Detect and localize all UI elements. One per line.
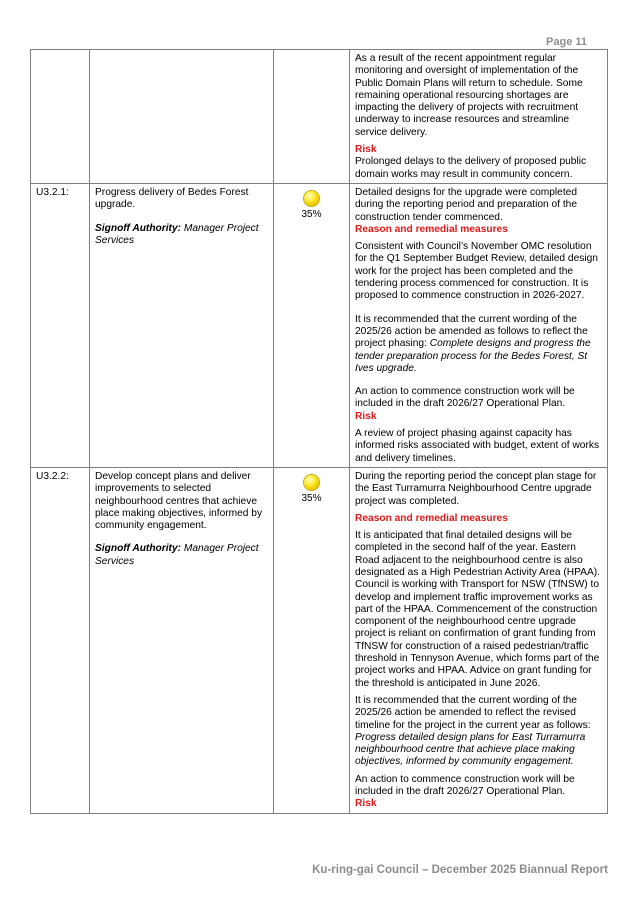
recommendation-lead: It is recommended that the current wording of the 2025/26 action be amended as follows to reflect the project phasing: bbox=[355, 313, 588, 350]
signoff-label: Signoff Authority: bbox=[95, 543, 182, 555]
recommended-wording: Complete designs and progress the tender preparation process for the Bedes Forest, St Ives upgrade. bbox=[355, 338, 591, 374]
action-comment bbox=[350, 50, 608, 184]
signoff-authority bbox=[95, 223, 268, 248]
comment-paragraph bbox=[355, 695, 602, 769]
action-comment bbox=[350, 467, 608, 813]
yellow-light-icon bbox=[304, 475, 319, 490]
action-id bbox=[31, 50, 90, 184]
comment-paragraph bbox=[355, 314, 602, 375]
progress-percent: 35% bbox=[301, 492, 322, 504]
action-status bbox=[274, 467, 350, 813]
action-description bbox=[90, 50, 274, 184]
action-text: Progress delivery of Bedes Forest upgrade. bbox=[95, 186, 249, 211]
table-row bbox=[31, 467, 608, 813]
signoff-value: Manager Project Services bbox=[95, 222, 259, 246]
comment-paragraph: It is anticipated that final detailed designs will be completed in the second half of the year. Eastern Road adjacent to the neighbourhood centre is also designated as a High Pedestrian Activity Area (HPAA). Council is working with Transport for NSW (TfNSW) to develop and implement traffic improvement works as part of the HPAA. Commencement of the construction component of the neighbourhood centre upgrade project is reliant on confirmation of grant funding from TfNSW for construction of a raised pedestrian/traffic threshold in Tennyson Avenue, which forms part of the project works and HPAA. Advice on grant funding for the threshold is anticipated in June 2026. bbox=[355, 530, 601, 689]
risk-text: A review of project phasing against capacity has informed risks associated with budget, extent of works and delivery timelines. bbox=[355, 428, 600, 464]
recommended-wording: Progress detailed design plans for East Turramurra neighbourhood centre that achieve place making objectives, informed by community engagement. bbox=[355, 731, 586, 768]
risk-heading: Risk bbox=[355, 410, 377, 422]
action-id: U3.2.1: bbox=[31, 183, 90, 467]
risk-heading: Risk bbox=[355, 798, 377, 810]
signoff-value: Manager Project Services bbox=[95, 543, 259, 567]
recommendation-lead: It is recommended that the current wording of the 2025/26 action be amended to reflect the revised timeline for the project in the current year as follows: bbox=[355, 694, 591, 731]
yellow-light-icon bbox=[304, 191, 319, 206]
action-description bbox=[90, 467, 274, 813]
comment-paragraph: An action to commence construction work will be included in the draft 2026/27 Operational Plan. bbox=[355, 773, 575, 798]
comment-paragraph: An action to commence construction work will be included in the draft 2026/27 Operational Plan. bbox=[355, 386, 575, 410]
action-status bbox=[274, 50, 350, 184]
risk-text: Prolonged delays to the delivery of proposed public domain works may result in community concern. bbox=[355, 156, 587, 180]
action-status bbox=[274, 183, 350, 467]
comment-paragraph: Detailed designs for the upgrade were completed during the reporting period and preparation of the construction tender commenced. bbox=[355, 186, 578, 223]
action-description bbox=[90, 183, 274, 467]
table-row bbox=[31, 183, 608, 467]
page-number: Page 11 bbox=[546, 36, 587, 48]
table-row bbox=[31, 50, 608, 184]
action-text: Develop concept plans and deliver improvements to selected neighbourhood centres that achieve place making objectives, informed by community engagement. bbox=[95, 470, 263, 532]
comment-paragraph: During the reporting period the concept plan stage for the East Turramurra Neighbourhood Centre upgrade project was completed. bbox=[355, 470, 597, 507]
remedial-heading: Reason and remedial measures bbox=[355, 223, 508, 235]
remedial-heading: Reason and remedial measures bbox=[355, 512, 508, 524]
signoff-label: Signoff Authority: bbox=[95, 222, 182, 234]
signoff-authority bbox=[95, 543, 268, 568]
risk-heading: Risk bbox=[355, 144, 377, 156]
report-footer: Ku-ring-gai Council – December 2025 Biannual Report bbox=[312, 864, 608, 876]
action-progress-table bbox=[30, 49, 608, 814]
progress-percent: 35% bbox=[301, 208, 322, 220]
comment-paragraph: Consistent with Council’s November OMC resolution for the Q1 September Budget Review, detailed design work for the project has been completed and the tendering process commenced for construction. It is proposed to commence construction in 2026-2027. bbox=[355, 241, 598, 302]
comment-paragraph: As a result of the recent appointment regular monitoring and oversight of implementation of the Public Domain Plans will return to schedule. Some remaining operational resourcing shortages are impacting the delivery of projects with recruitment underway to increase resources and streamline service delivery. bbox=[355, 53, 583, 138]
action-id: U3.2.2: bbox=[31, 467, 90, 813]
action-comment bbox=[350, 183, 608, 467]
